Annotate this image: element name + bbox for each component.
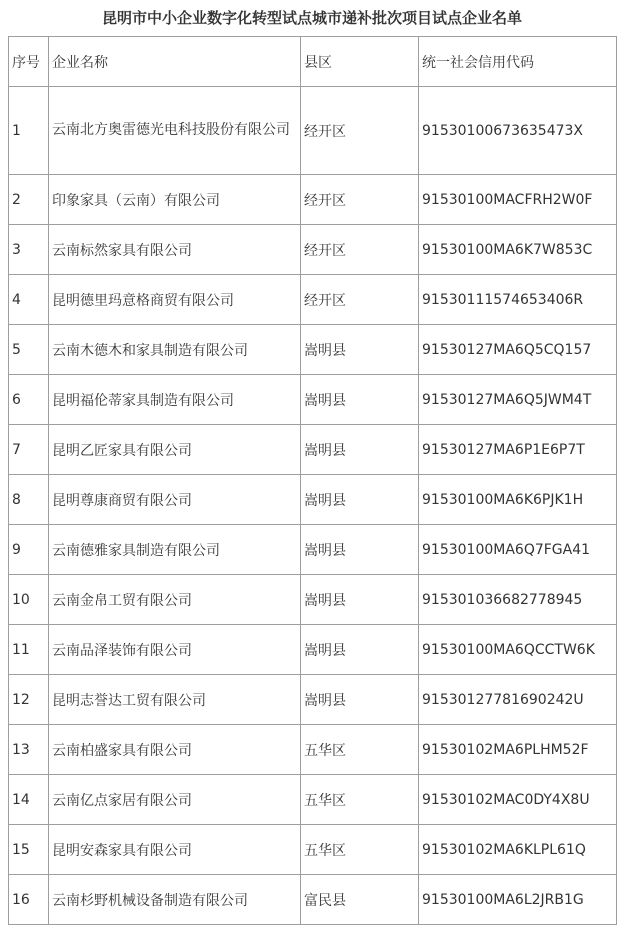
table-row — [9, 375, 617, 425]
cell-company-name: 云南亿点家居有限公司 — [49, 775, 301, 825]
cell-credit-code: 91530102MA6KLPL61Q — [419, 825, 617, 875]
cell-district: 嵩明县 — [301, 475, 419, 525]
cell-company-name: 云南标然家具有限公司 — [49, 225, 301, 275]
cell-credit-code: 91530100MACFRH2W0F — [419, 175, 617, 225]
table-row — [9, 425, 617, 475]
cell-index: 7 — [9, 425, 49, 475]
cell-district: 五华区 — [301, 775, 419, 825]
cell-credit-code: 91530111574653406R — [419, 275, 617, 325]
cell-district: 经开区 — [301, 175, 419, 225]
cell-credit-code: 91530127MA6P1E6P7T — [419, 425, 617, 475]
table-row — [9, 525, 617, 575]
table-body — [9, 37, 617, 925]
cell-credit-code: 91530100MA6K6PJK1H — [419, 475, 617, 525]
table-row — [9, 575, 617, 625]
cell-index: 5 — [9, 325, 49, 375]
table-row — [9, 87, 617, 175]
cell-index: 10 — [9, 575, 49, 625]
cell-company-name: 昆明安森家具有限公司 — [49, 825, 301, 875]
cell-company-name: 云南柏盛家具有限公司 — [49, 725, 301, 775]
cell-credit-code: 91530100MA6K7W853C — [419, 225, 617, 275]
table-header-row — [9, 37, 617, 87]
table-row — [9, 825, 617, 875]
cell-credit-code: 91530100MA6Q7FGA41 — [419, 525, 617, 575]
cell-company-name: 印象家具（云南）有限公司 — [49, 175, 301, 225]
cell-district: 嵩明县 — [301, 325, 419, 375]
header-credit-code: 统一社会信用代码 — [419, 37, 617, 87]
cell-company-name: 昆明乙匠家具有限公司 — [49, 425, 301, 475]
header-district: 县区 — [301, 37, 419, 87]
table-row — [9, 325, 617, 375]
cell-index: 8 — [9, 475, 49, 525]
enterprise-table — [8, 36, 617, 925]
cell-company-name: 云南德雅家具制造有限公司 — [49, 525, 301, 575]
cell-district: 嵩明县 — [301, 425, 419, 475]
cell-credit-code: 915301036682778945 — [419, 575, 617, 625]
cell-index: 3 — [9, 225, 49, 275]
table-row — [9, 475, 617, 525]
cell-district: 五华区 — [301, 825, 419, 875]
table-row — [9, 625, 617, 675]
cell-district: 嵩明县 — [301, 525, 419, 575]
cell-company-name: 云南杉野机械设备制造有限公司 — [49, 875, 301, 925]
cell-district: 经开区 — [301, 225, 419, 275]
header-index: 序号 — [9, 37, 49, 87]
cell-credit-code: 91530102MAC0DY4X8U — [419, 775, 617, 825]
cell-district: 经开区 — [301, 87, 419, 175]
cell-index: 9 — [9, 525, 49, 575]
cell-index: 2 — [9, 175, 49, 225]
cell-credit-code: 91530127781690242U — [419, 675, 617, 725]
cell-district: 五华区 — [301, 725, 419, 775]
cell-credit-code: 91530100MA6L2JRB1G — [419, 875, 617, 925]
cell-index: 4 — [9, 275, 49, 325]
cell-district: 经开区 — [301, 275, 419, 325]
table-row — [9, 675, 617, 725]
cell-company-name: 云南木德木和家具制造有限公司 — [49, 325, 301, 375]
cell-company-name: 昆明福伦蒂家具制造有限公司 — [49, 375, 301, 425]
document-title: 昆明市中小企业数字化转型试点城市递补批次项目试点企业名单 — [101, 9, 522, 27]
cell-credit-code: 91530127MA6Q5CQ157 — [419, 325, 617, 375]
cell-index: 15 — [9, 825, 49, 875]
header-company-name: 企业名称 — [49, 37, 301, 87]
cell-district: 富民县 — [301, 875, 419, 925]
cell-district: 嵩明县 — [301, 625, 419, 675]
table-row — [9, 225, 617, 275]
cell-company-name: 昆明德里玛意格商贸有限公司 — [49, 275, 301, 325]
table-row — [9, 725, 617, 775]
cell-district: 嵩明县 — [301, 575, 419, 625]
table-row — [9, 275, 617, 325]
cell-index: 11 — [9, 625, 49, 675]
cell-district: 嵩明县 — [301, 675, 419, 725]
cell-credit-code: 91530102MA6PLHM52F — [419, 725, 617, 775]
cell-index: 12 — [9, 675, 49, 725]
cell-credit-code: 91530100MA6QCCTW6K — [419, 625, 617, 675]
cell-index: 1 — [9, 87, 49, 175]
cell-company-name: 云南品泽装饰有限公司 — [49, 625, 301, 675]
cell-index: 14 — [9, 775, 49, 825]
cell-index: 16 — [9, 875, 49, 925]
table-row — [9, 175, 617, 225]
table-row — [9, 875, 617, 925]
cell-company-name: 昆明志誉达工贸有限公司 — [49, 675, 301, 725]
cell-company-name: 云南金帛工贸有限公司 — [49, 575, 301, 625]
cell-index: 6 — [9, 375, 49, 425]
cell-district: 嵩明县 — [301, 375, 419, 425]
cell-company-name: 昆明尊康商贸有限公司 — [49, 475, 301, 525]
cell-credit-code: 91530100673635473X — [419, 87, 617, 175]
cell-credit-code: 91530127MA6Q5JWM4T — [419, 375, 617, 425]
table-row — [9, 775, 617, 825]
cell-company-name: 云南北方奥雷德光电科技股份有限公司 — [49, 87, 301, 175]
cell-index: 13 — [9, 725, 49, 775]
